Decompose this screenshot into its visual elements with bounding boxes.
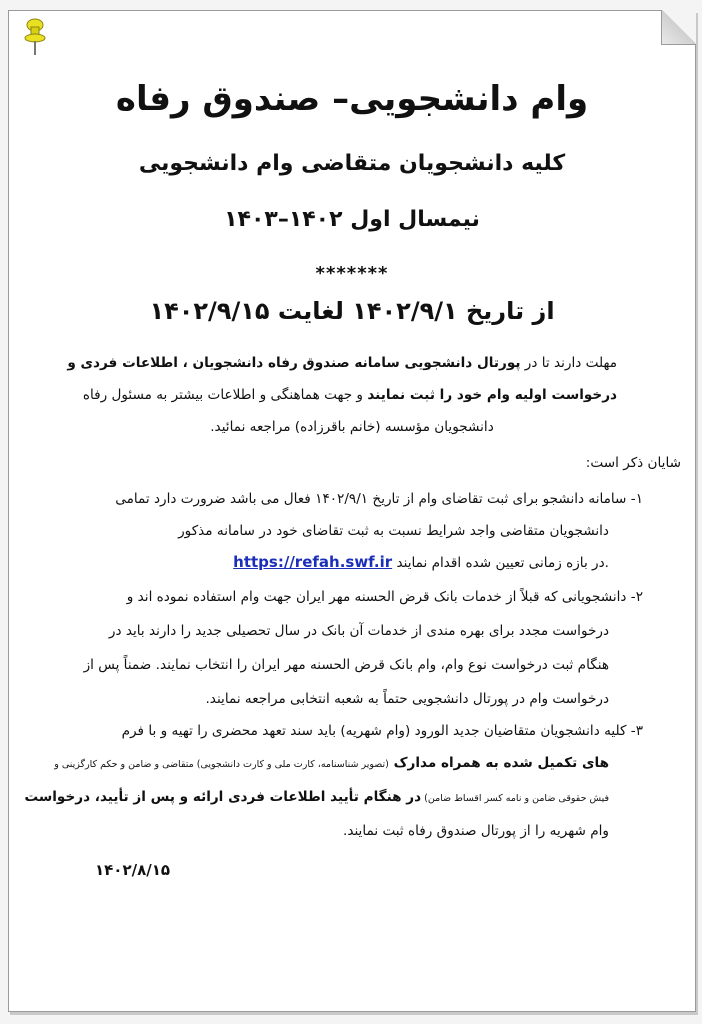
intro-line-3: دانشجویان مؤسسه (خانم باقرزاده) مراجعه نمائید.	[210, 419, 494, 435]
item-1-line-3-text: در بازه زمانی تعیین شده اقدام نمایند.	[392, 555, 609, 571]
semester-heading: نیمسال اول ۱۴۰۲–۱۴۰۳	[224, 207, 480, 232]
item-2-line-4: درخواست وام در پورتال دانشجویی حتماً به شعبه انتخابی مراجعه نمایند.	[205, 691, 609, 707]
document-page	[8, 10, 696, 1012]
intro-line-1	[67, 355, 617, 371]
intro-line-2	[83, 387, 617, 403]
item-3-line-4: وام شهریه را از پورتال صندوق رفاه ثبت نمایند.	[343, 823, 609, 839]
item-3-line-1: ۳- کلیه دانشجویان متقاضیان جدید الورود (وام شهریه) باید سند تعهد محضری را تهیه و با فرم	[121, 723, 643, 739]
item-3-line-2-small: (تصویر شناسنامه، کارت ملی و کارت دانشجویی) متقاضی و ضامن و حکم کارگزینی و	[54, 759, 389, 770]
item-1-line-2: دانشجویان متقاضی واجد شرایط نسبت به ثبت تقاضای خود در سامانه مذکور	[178, 523, 609, 539]
item-3-line-3-bold: در هنگام تأیید اطلاعات فردی ارائه و پس از تأیید، درخواست	[24, 789, 422, 805]
item-1-line-1: ۱- سامانه دانشجو برای ثبت تقاضای وام از تاریخ ۱۴۰۲/۹/۱ فعال می باشد ضرورت دارد تمامی	[115, 491, 643, 507]
item-3-line-2-bold: های تکمیل شده به همراه مدارک	[388, 755, 609, 771]
item-2-line-1: ۲- دانشجویانی که قبلاً از خدمات بانک قرض الحسنه مهر ایران جهت وام استفاده نموده اند و	[126, 589, 643, 605]
refah-link[interactable]: https://refah.swf.ir	[233, 553, 393, 571]
page-subtitle: کلیه دانشجویان متقاضی وام دانشجویی	[138, 151, 566, 176]
page-title: وام دانشجویی– صندوق رفاه	[115, 79, 589, 119]
item-2-line-3: هنگام ثبت درخواست نوع وام، وام بانک قرض الحسنه مهر ایران را انتخاب نمایند. ضمناً پس از	[83, 657, 609, 673]
note-heading: شایان ذکر است:	[585, 455, 681, 471]
date-range-heading: از تاریخ ۱۴۰۲/۹/۱ لغایت ۱۴۰۲/۹/۱۵	[149, 297, 555, 325]
intro-line-1-bold: پورتال دانشجویی سامانه صندوق رفاه دانشجویان ، اطلاعات فردی و	[67, 355, 521, 371]
item-3-line-3-small: فیش حقوقی ضامن و نامه کسر اقساط ضامن)	[421, 793, 609, 804]
intro-line-2-plain: و جهت هماهنگی و اطلاعات بیشتر به مسئول رفاه	[82, 387, 368, 403]
item-2-line-2: درخواست مجدد برای بهره مندی از خدمات آن بانک در سال تحصیلی جدید را دارند باید در	[108, 623, 609, 639]
intro-line-1-plain: مهلت دارند تا در	[520, 355, 617, 371]
footer-date: ۱۴۰۲/۸/۱۵	[95, 861, 171, 879]
item-1-line-3	[233, 553, 609, 571]
item-3-line-3	[25, 789, 609, 805]
separator-stars: *******	[315, 263, 389, 284]
item-3-line-2	[54, 755, 609, 771]
intro-line-2-bold: درخواست اولیه وام خود را ثبت نمایند	[367, 387, 617, 403]
